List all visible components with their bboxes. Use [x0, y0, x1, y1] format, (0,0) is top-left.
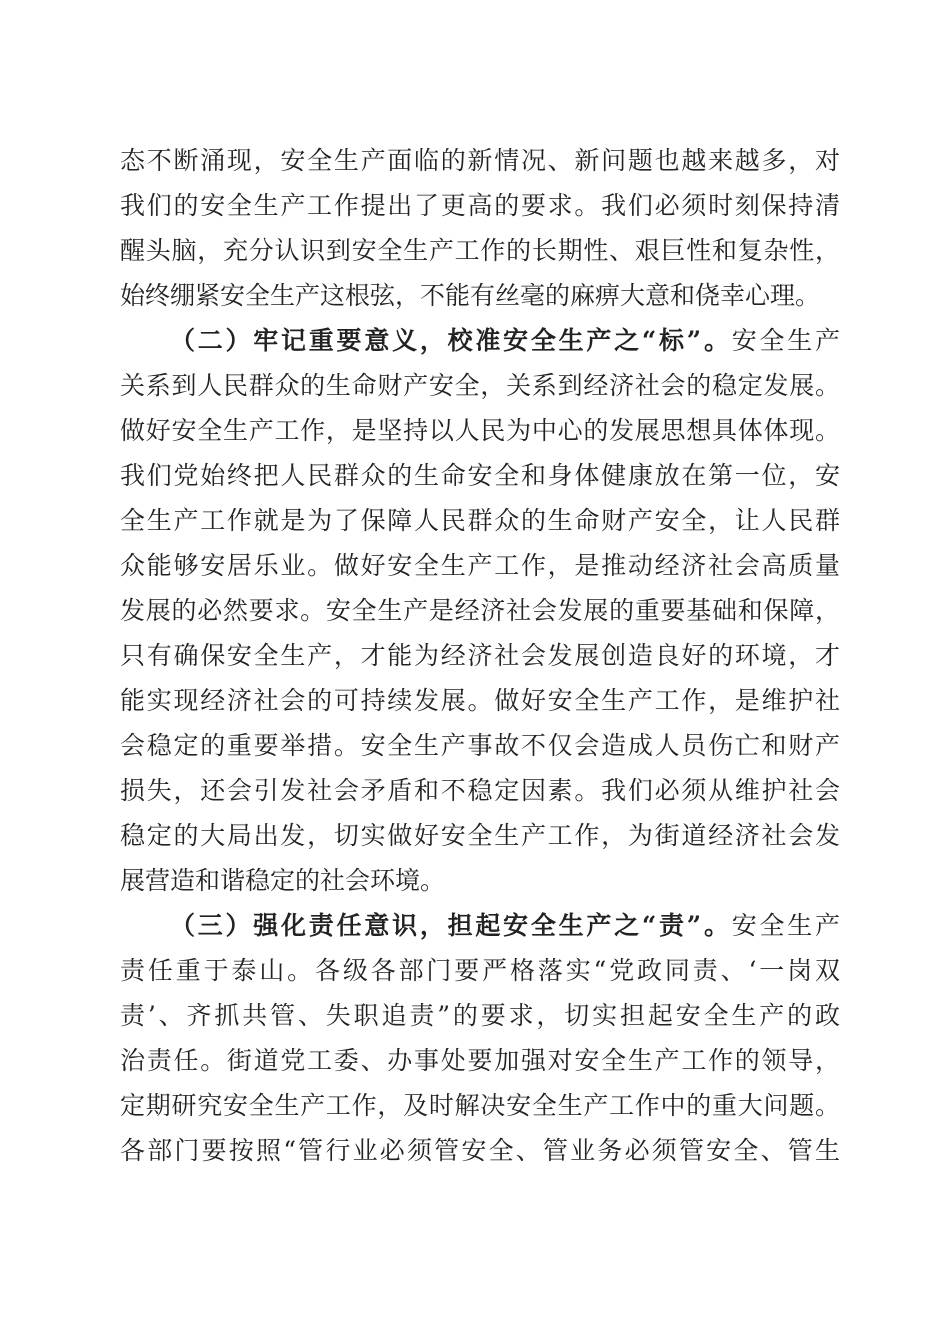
- paragraph-line: 醒头脑，充分认识到安全生产工作的长期性、艰巨性和复杂性，: [120, 236, 840, 265]
- paragraph-line: 治责任。街道党工委、办事处要加强对安全生产工作的领导，: [120, 1046, 840, 1075]
- paragraph-line: 损失，还会引发社会矛盾和不稳定因素。我们必须从维护社会: [120, 776, 840, 805]
- paragraph-line: 会稳定的重要举措。安全生产事故不仅会造成人员伤亡和财产: [120, 731, 840, 760]
- paragraph-line: 做好安全生产工作，是坚持以人民为中心的发展思想具体体现。: [120, 416, 840, 445]
- section-2-heading: （二）牢记重要意义，校准安全生产之“标”。: [170, 326, 732, 355]
- section-3-first-line: [170, 903, 840, 949]
- paragraph-line: 各部门要按照“管行业必须管安全、管业务必须管安全、管生: [120, 1136, 840, 1165]
- section-2-first-line: [170, 318, 840, 364]
- section-3-heading: （三）强化责任意识，担起安全生产之“责”。: [170, 911, 732, 940]
- paragraph-line: 始终绷紧安全生产这根弦，不能有丝毫的麻痹大意和侥幸心理。: [120, 281, 821, 310]
- paragraph-line: 我们党始终把人民群众的生命安全和身体健康放在第一位，安: [120, 461, 840, 490]
- paragraph-line: 我们的安全生产工作提出了更高的要求。我们必须时刻保持清: [120, 191, 840, 220]
- paragraph-line: 能实现经济社会的可持续发展。做好安全生产工作，是维护社: [120, 686, 840, 715]
- section-2-intro-text: 安全生产: [731, 326, 840, 355]
- paragraph-line: 发展的必然要求。安全生产是经济社会发展的重要基础和保障，: [120, 596, 840, 625]
- section-3-intro-text: 安全生产: [731, 911, 840, 940]
- paragraph-line: 众能够安居乐业。做好安全生产工作，是推动经济社会高质量: [120, 551, 840, 580]
- paragraph-line: 定期研究安全生产工作，及时解决安全生产工作中的重大问题。: [120, 1091, 840, 1120]
- paragraph-line: 关系到人民群众的生命财产安全，关系到经济社会的稳定发展。: [120, 371, 840, 400]
- paragraph-line: 责任重于泰山。各级各部门要严格落实“党政同责、‘一岗双: [120, 956, 840, 985]
- paragraph-line: 全生产工作就是为了保障人民群众的生命财产安全，让人民群: [120, 506, 840, 535]
- paragraph-line: 只有确保安全生产，才能为经济社会发展创造良好的环境，才: [120, 641, 840, 670]
- paragraph-line: 责’、齐抓共管、失职追责”的要求，切实担起安全生产的政: [120, 1001, 840, 1030]
- paragraph-line: 稳定的大局出发，切实做好安全生产工作，为街道经济社会发: [120, 821, 840, 850]
- paragraph-line: 展营造和谐稳定的社会环境。: [120, 866, 446, 895]
- paragraph-line: 态不断涌现，安全生产面临的新情况、新问题也越来越多，对: [120, 146, 840, 175]
